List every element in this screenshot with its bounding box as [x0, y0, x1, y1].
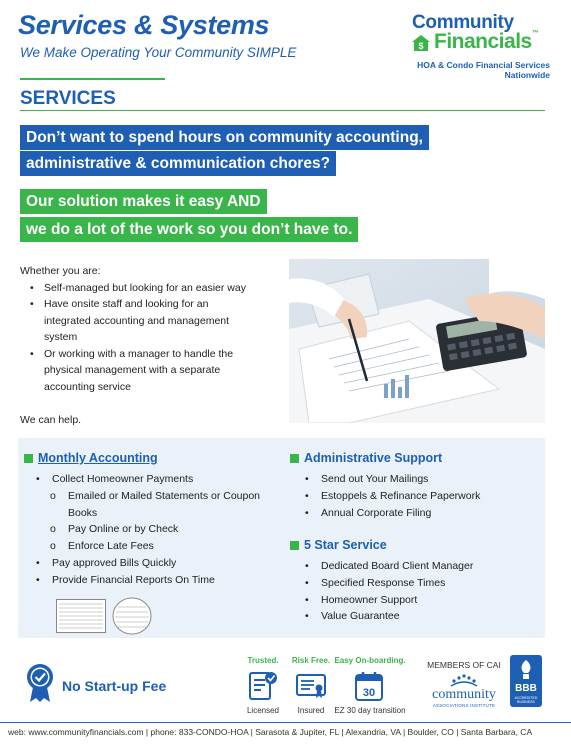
- logo-line-1: Community: [412, 12, 514, 33]
- list-item: • Estoppels & Refinance Paperwork: [305, 488, 535, 505]
- insurance-certificate-icon: [296, 670, 326, 702]
- list-item: • Pay approved Bills Quickly: [36, 555, 276, 572]
- five-star-service-heading: 5 Star Service: [290, 538, 387, 552]
- sub-list-item: o Emailed or Mailed Statements or Coupon Books: [50, 489, 261, 519]
- sub-list-item: o Pay Online or by Check: [50, 523, 179, 536]
- licensed-label: Licensed: [246, 706, 280, 715]
- green-square-icon: [24, 454, 33, 463]
- transition-label: EZ 30 day transition: [334, 706, 406, 715]
- risk-free-label: Risk Free.: [291, 656, 331, 665]
- trusted-label: Trusted.: [247, 656, 279, 665]
- section-title: SERVICES: [20, 88, 116, 109]
- list-item: • Send out Your Mailings: [305, 471, 535, 488]
- cai-people-icon: [450, 673, 478, 687]
- intro-list: [30, 280, 280, 396]
- svg-text:$: $: [418, 41, 424, 51]
- bbb-badge: [510, 655, 542, 707]
- badge-check-icon: [24, 663, 56, 703]
- list-item: • Specified Response Times: [305, 575, 535, 592]
- svg-text:30: 30: [362, 687, 376, 699]
- green-band-1: Our solution makes it easy AND: [20, 189, 267, 214]
- logo-subtitle: HOA & Condo Financial Services Nationwide: [417, 60, 550, 80]
- cai-logo-sub: ASSOCIATIONS INSTITUTE: [432, 703, 496, 708]
- intro-closing: We can help.: [20, 414, 82, 426]
- monthly-accounting-list: [36, 471, 276, 589]
- footer-contact: web: www.communityfinancials.com | phone: 833-CONDO-HOA | Sarasota & Jupiter, FL | Alexandria, VA | Boulder, CO | Santa Barbara, CA: [8, 727, 533, 737]
- five-star-list: [305, 558, 535, 625]
- list-item: • Annual Corporate Filing: [305, 505, 535, 522]
- house-icon: [411, 34, 431, 52]
- no-startup-fee-label: No Start-up Fee: [62, 678, 167, 694]
- list-item: • Collect Homeowner Payments: [36, 471, 276, 488]
- administrative-support-heading: Administrative Support: [290, 451, 442, 465]
- intro-bullet: • Self-managed but looking for an easier way: [30, 280, 280, 297]
- intro-bullet: • Have onsite staff and looking for an integrated accounting and management system: [30, 296, 240, 346]
- sub-list-item: o Enforce Late Fees: [50, 540, 154, 553]
- accounting-photo: [289, 259, 545, 423]
- section-divider: [20, 110, 545, 111]
- coupon-book-thumbnail: [112, 597, 152, 635]
- bbb-sub: ACCREDITED BUSINESS: [514, 696, 538, 704]
- company-logo: [400, 12, 550, 80]
- calendar-icon: [354, 670, 384, 702]
- title-underline: [20, 78, 165, 80]
- green-band-2: we do a lot of the work so you don’t have to.: [20, 217, 358, 242]
- list-item: • Dedicated Board Client Manager: [305, 558, 535, 575]
- list-item: • Homeowner Support: [305, 592, 535, 609]
- green-square-icon: [290, 541, 299, 550]
- list-item: • Value Guarantee: [305, 608, 535, 625]
- admin-support-list: [305, 471, 535, 521]
- intro-bullet: • Or working with a manager to handle the physical management with a separate accounting service: [30, 346, 250, 396]
- cai-members-label: MEMBERS OF CAI: [427, 660, 501, 670]
- license-document-icon: [248, 670, 278, 702]
- footer-divider: [0, 722, 571, 723]
- list-item: • Provide Financial Reports On Time: [36, 572, 276, 589]
- easy-onboarding-label: Easy On-boarding.: [334, 656, 406, 665]
- cai-logo-word: community: [432, 687, 496, 702]
- monthly-accounting-heading: Monthly Accounting: [24, 451, 158, 465]
- green-square-icon: [290, 454, 299, 463]
- bbb-torch-icon: [510, 655, 542, 683]
- blue-band-1: Don’t want to spend hours on community accounting,: [20, 125, 429, 150]
- insured-label: Insured: [297, 706, 325, 715]
- logo-line-2: Financials™: [434, 30, 539, 53]
- tagline: We Make Operating Your Community SIMPLE: [20, 45, 297, 60]
- page-title: Services & Systems: [18, 10, 270, 40]
- statement-thumbnail: [56, 599, 106, 633]
- bbb-text: BBB: [515, 683, 537, 694]
- intro-lead: Whether you are:: [20, 265, 101, 277]
- intro-block: [20, 263, 280, 429]
- blue-band-2: administrative & communication chores?: [20, 151, 336, 176]
